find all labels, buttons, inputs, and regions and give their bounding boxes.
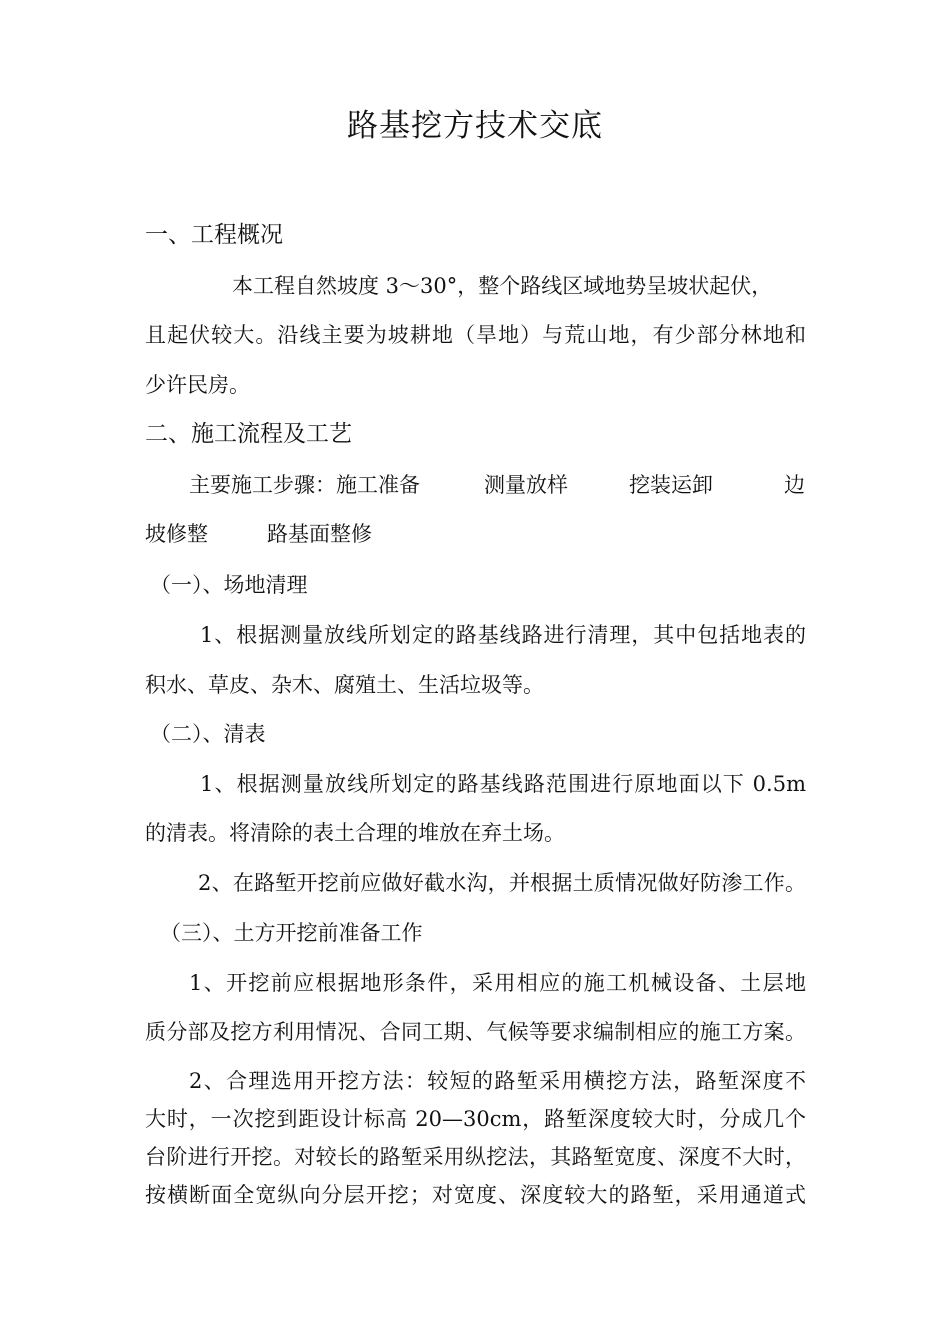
paragraph-line: 积水、草皮、杂木、腐殖土、生活垃圾等。 xyxy=(145,673,544,697)
paragraph-line: 少许民房。 xyxy=(145,373,250,397)
paragraph-line: 台阶进行开挖。对较长的路堑采用纵挖法，其路堑宽度、深度不大时， xyxy=(145,1145,806,1169)
paragraph-line: 大时，一次挖到距设计标高 20—30cm，路堑深度较大时，分成几个 xyxy=(145,1107,806,1131)
step-item: 挖装运卸 xyxy=(629,473,713,497)
subsection-heading-excavation-prep: （三）、土方开挖前准备工作 xyxy=(160,921,423,945)
paragraph-line: 2、在路堑开挖前应做好截水沟，并根据土质情况做好防渗工作。 xyxy=(198,871,806,895)
paragraph-line: 按横断面全宽纵向分层开挖；对宽度、深度较大的路堑，采用通道式 xyxy=(145,1183,806,1207)
section-heading-overview: 一、工程概况 xyxy=(145,222,283,248)
paragraph-line: 1、根据测量放线所划定的路基线路进行清理，其中包括地表的 xyxy=(200,623,806,647)
paragraph-line: 本工程自然坡度 3～30°，整个路线区域地势呈坡状起伏， xyxy=(232,274,773,298)
step-item: 路基面整修 xyxy=(267,522,372,546)
subsection-heading-site-clearing: （一）、场地清理 xyxy=(150,573,308,597)
document-title: 路基挖方技术交底 xyxy=(347,108,603,144)
step-item: 施工准备 xyxy=(336,473,420,497)
step-item: 边 xyxy=(784,473,805,497)
subsection-heading-surface-clearing: （二）、清表 xyxy=(150,722,266,746)
paragraph-line: 质分部及挖方利用情况、合同工期、气候等要求编制相应的施工方案。 xyxy=(145,1020,806,1044)
section-heading-process: 二、施工流程及工艺 xyxy=(145,421,352,447)
steps-prefix: 主要施工步骤： xyxy=(189,473,336,497)
paragraph-line: 1、开挖前应根据地形条件，采用相应的施工机械设备、土层地 xyxy=(189,971,806,995)
step-item: 测量放样 xyxy=(484,473,568,497)
paragraph-line: 的清表。将清除的表土合理的堆放在弃土场。 xyxy=(145,821,565,845)
paragraph-line: 2、合理选用开挖方法：较短的路堑采用横挖方法，路堑深度不 xyxy=(189,1069,806,1093)
paragraph-line: 1、根据测量放线所划定的路基线路范围进行原地面以下 0.5m xyxy=(200,772,806,796)
step-item: 坡修整 xyxy=(145,522,208,546)
paragraph-line: 且起伏较大。沿线主要为坡耕地（旱地）与荒山地，有少部分林地和 xyxy=(145,323,806,347)
